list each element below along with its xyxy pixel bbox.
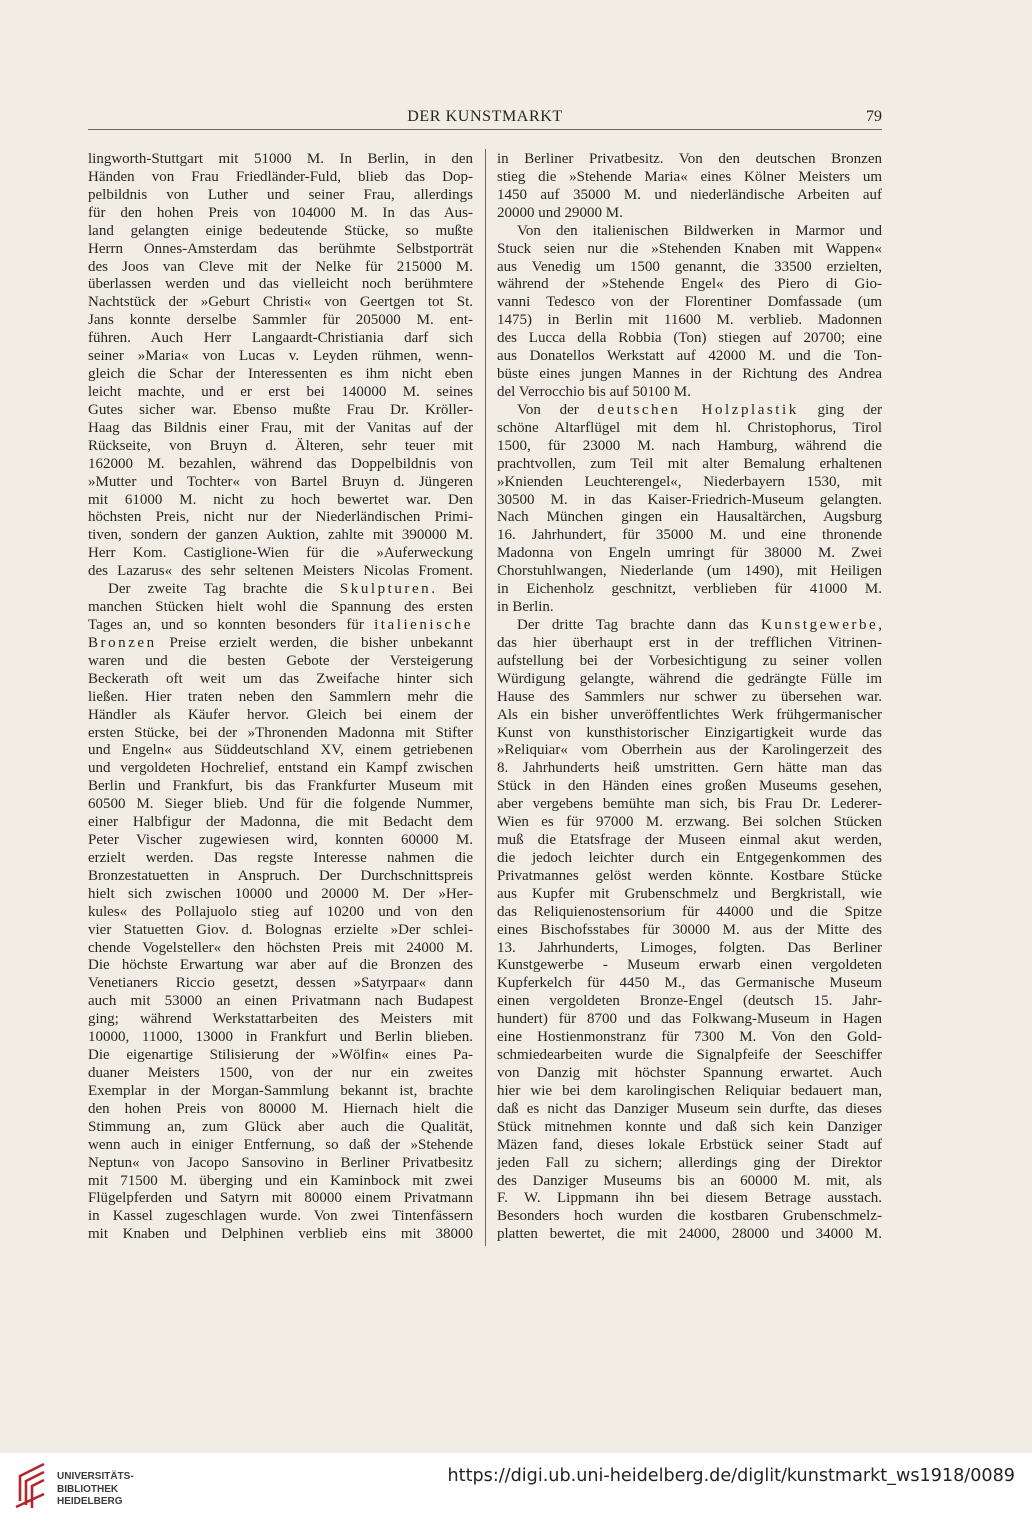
line-text: »Knienden Leuchterengel«, Niederbayern 1530, mit [497,473,882,490]
line-text: manchen Stücken hielt wohl die Spannung des ersten [88,599,473,616]
text-line [497,707,882,725]
line-text: Privatmannes gelöst werden könnte. Kostbare Stücke [497,867,882,884]
line-text: ersten Stücke, bei der »Thronenden Madonna mit Stifter [88,724,473,741]
line-text: schöne Altarflügel mit dem hl. Christophorus, Tirol [497,419,882,436]
line-text: Stück in den Händen eines großen Museums gesehen, [497,778,882,795]
text-segment: Tages an, und so konnten besonders für [88,616,375,633]
text-line [88,1011,473,1029]
line-text: waren und die besten Gebote der Versteigerung [88,652,473,669]
text-line [88,832,473,850]
text-segment: Der dritte Tag brachte dann das [517,616,761,633]
text-line [88,796,473,814]
text-line [88,635,473,653]
left-text-column [88,151,473,1244]
line-text: mit 61000 M. nicht zu hoch bewertet war. Den [88,491,473,508]
paragraph [497,151,882,223]
spaced-emphasis: Bronzen [88,634,157,651]
line-text: 10000, 11000, 13000 in Frankfurt und Berlin blieben. [88,1029,473,1046]
text-line [88,599,473,617]
line-text: 1475) in Berlin mit 11600 M. verblieb. Madonnen [497,312,882,329]
line-text: Haag das Bildnis einer Frau, mit der Vanitas auf der [88,419,473,436]
line-text: Würdigung gelangte, während die gedrängte Fülle im [497,670,882,687]
line-text: die jedoch leichter durch ein Entgegenkommen des [497,849,882,866]
line-text: Venetianers Riccio gesetzt, dessen »Satyrpaar« dann [88,975,473,992]
text-line [497,1065,882,1083]
line-text: 16. Jahrhundert, für 35000 M. und eine thronende [497,527,882,544]
text-line [497,545,882,563]
line-text: prachtvollen, zum Teil mit alter Bemalung erhaltenen [497,455,882,472]
text-line [497,922,882,940]
line-text: überlassen werden und das vielleicht noch berühmtere [88,276,473,293]
line-text: »Mutter und Tochter« von Bartel Bruyn d. Jüngeren [88,473,473,490]
line-text: das Reliquienostensorium für 44000 und die Spitze [497,903,882,920]
text-line [88,187,473,205]
line-text: Beckerath oft weit um das Zweifache hinter sich [88,670,473,687]
line-text: in Kassel zugeschlagen wurde. Von zwei Tintenfässern [88,1208,473,1225]
text-line [88,438,473,456]
line-text: Die eigenartige Stilisierung der »Wölfin« eines Pa- [88,1047,473,1064]
line-text: eine Hostienmonstranz für 7300 M. Von den Gold- [497,1029,882,1046]
text-line [497,276,882,294]
line-text [88,617,473,633]
text-line [88,241,473,259]
text-line [497,1101,882,1119]
text-line [88,760,473,778]
text-line [88,312,473,330]
text-line [88,294,473,312]
line-text: wenn auch in einiger Entfernung, so daß der »Stehende [88,1136,473,1153]
text-line [497,151,882,169]
text-line [88,563,473,581]
line-text [88,635,473,651]
text-line [88,671,473,689]
text-line [88,151,473,169]
text-line [88,259,473,277]
text-line [88,957,473,975]
line-text: für den hohen Preis von 104000 M. In das Aus- [88,204,473,221]
text-line [497,742,882,760]
line-text: del Verrocchio bis auf 50100 M. [497,383,691,400]
text-line [88,1029,473,1047]
line-text: Die höchste Erwartung war aber auf die Bronzen des [88,957,473,974]
text-line [497,223,882,241]
line-text: des Lucca della Robbia (Ton) stiegen auf 20700; eine [497,330,882,347]
text-line [497,241,882,259]
line-text: chende Vogelsteller« den höchsten Preis mit 24000 M. [88,939,473,956]
spaced-emphasis: Kunstgewerbe [761,616,879,633]
text-line [88,1137,473,1155]
line-text: leicht machte, und er erst bei 140000 M. seines [88,383,473,400]
text-line [88,348,473,366]
line-text: erzielt werden. Das regste Interesse nahmen die [88,849,473,866]
line-text: Bronzestatuetten in Anspruch. Der Durchschnittspreis [88,867,473,884]
text-line [88,742,473,760]
line-text: Besonders hoch wurden die kostbaren Grubenschmelz- [497,1208,882,1225]
text-line [88,205,473,223]
line-text: Kunstgewerbe - Museum erwarb einen vergoldeten [497,957,882,974]
text-line [88,975,473,993]
paragraph [88,151,473,581]
line-text: Exemplar in der Morgan-Sammlung bekannt ist, brachte [88,1082,473,1099]
line-text: mit 71500 M. überging und ein Kaminbock mit zwei [88,1172,473,1189]
text-line [88,1208,473,1226]
text-line [88,778,473,796]
line-text: stieg die »Stehende Maria« eines Kölner Meisters um [497,168,882,185]
text-segment: Von der [517,401,598,418]
text-line [497,1190,882,1208]
line-text: in Eichenholz geschnitzt, verblieben für 41000 M. [497,581,882,598]
text-line [497,402,882,420]
line-text: Stimmung an, zum Glück aber auch die Qualität, [88,1118,473,1135]
text-line [497,1137,882,1155]
line-text: führen. Auch Herr Langaardt-Christiania darf sich [88,330,473,347]
line-text: höchsten Preis, nicht nur der Niederländischen Primi- [88,509,473,526]
line-text [108,581,473,597]
logo-line: HEIDELBERG [57,1496,123,1507]
line-text: Stück mitnehmen konnte und daß sich kein Danziger [497,1118,882,1135]
text-line [497,294,882,312]
text-line [88,868,473,886]
text-line [497,832,882,850]
text-line [497,993,882,1011]
line-text: Rückseite, von Bruyn d. Älteren, sehr teuer mit [88,437,473,454]
line-text: pelbildnis von Luther und seiner Frau, allerdings [88,186,473,203]
line-text: lingworth-Stuttgart mit 51000 M. In Berlin, in den [88,151,473,167]
line-text [517,402,882,418]
text-line [497,312,882,330]
text-line [88,617,473,635]
text-line [88,1119,473,1137]
line-text: in Berliner Privatbesitz. Von den deutschen Bronzen [497,151,882,167]
line-text: Kupferkelch für 4450 M., das Germanische Museum [497,975,882,992]
line-text: Händler als Käufer hervor. Gleich bei einem der [88,706,473,723]
line-text: F. W. Lippmann ihn bei diesem Betrage ausstach. [497,1190,882,1207]
text-line [497,599,882,617]
text-line [497,581,882,599]
text-line [497,1083,882,1101]
line-text: Peter Vischer zugewiesen wird, konnten 60000 M. [88,832,473,849]
text-line [497,384,882,402]
line-text: mit Knaben und Delphinen verblieb eins mit 38000 [88,1226,473,1243]
line-text: »Reliquiar« vom Oberrhein aus der Karolingerzeit des [497,742,882,759]
source-url: https://digi.ub.uni-heidelberg.de/diglit/kunstmarkt_ws1918/0089 [447,1466,1015,1486]
text-line [88,474,473,492]
line-text: 30500 M. in das Kaiser-Friedrich-Museum gelangten. [497,491,882,508]
text-line [497,796,882,814]
line-text: platten bewertet, die mit 24000, 28000 und 34000 M. [497,1226,882,1243]
line-text: gleich die Schar der Interessenten es ihm nicht eben [88,366,473,383]
line-text: Herr Kom. Castiglione-Wien für die »Auferweckung [88,545,473,562]
text-line [88,527,473,545]
line-text: aufstellung bei der Vorbesichtigung zu seiner vollen [497,652,882,669]
text-line [88,922,473,940]
text-line [88,545,473,563]
text-line [497,348,882,366]
text-line [497,169,882,187]
line-text: Als ein bisher unveröffentlichtes Werk frühgermanischer [497,706,882,723]
header-rule [88,129,882,130]
text-line [497,1173,882,1191]
text-line [497,1155,882,1173]
text-line [497,492,882,510]
text-line [497,1011,882,1029]
text-line [497,760,882,778]
text-line [497,725,882,743]
line-text: und vergoldeten Hochrelief, entstand ein Kampf zwischen [88,760,473,777]
text-line [497,1119,882,1137]
text-line [88,223,473,241]
text-line [497,975,882,993]
text-line [497,904,882,922]
text-line [497,778,882,796]
text-line [88,509,473,527]
text-segment: , [878,616,882,633]
line-text: des Joos van Cleve mit der Nelke für 215000 M. [88,258,473,275]
line-text: einen vergoldeten Bronze-Engel (deutsch 15. Jahr- [497,993,882,1010]
line-text: ging; während Werkstattarbeiten des Meisters mit [88,1011,473,1028]
text-line [88,492,473,510]
text-line [88,1083,473,1101]
text-line [88,366,473,384]
text-line [88,1101,473,1119]
text-line [497,689,882,707]
line-text: des Lazarus« des sehr seltenen Meisters Nicolas Froment. [88,563,473,580]
right-text-column [497,151,882,1244]
text-line [88,707,473,725]
text-line [88,1173,473,1191]
text-line [497,509,882,527]
line-text: hundert) für 8700 und das Folkwang-Museum in Hagen [497,1011,882,1028]
line-text: vanni Tedesco von der Florentiner Domfassade (um [497,294,882,311]
line-text: einer Halbfigur der Madonna, die mit Bedacht dem [88,814,473,831]
line-text: schmiedearbeiten wurde die Signalpfeife der Seeschiffer [497,1047,882,1064]
line-text: 60500 M. Sieger blieb. Und für die folgende Nummer, [88,796,473,813]
text-line [497,957,882,975]
line-text: Jans konnte derselbe Sammler für 205000 M. ent- [88,312,473,329]
line-text: hielt sich zwischen 10000 und 20000 M. Der »Her- [88,885,473,902]
line-text: das hier überhaupt erst in der trefflichen Vitrinen- [497,634,882,651]
line-text: 8. Jahrhunderts heiß umstritten. Gern hätte man das [497,760,882,777]
line-text: seiner »Maria« von Lucas v. Leyden rühmen, wenn- [88,348,473,365]
line-text: Chorstuhlwangen, Niederlande (um 1490), mit Heiligen [497,563,882,580]
text-line [88,384,473,402]
spaced-emphasis: deutschen Holzplastik [597,401,799,418]
line-text: Händen von Frau Friedländer-Fuld, blieb das Dop- [88,168,473,185]
line-text: Von den italienischen Bildwerken in Marmor und [517,222,882,239]
text-line [497,420,882,438]
text-line [88,725,473,743]
text-line [497,474,882,492]
line-text: aus Kupfer mit Grubenschmelz und Bergkristall, wie [497,885,882,902]
library-logo-text [57,1471,134,1509]
line-text: 20000 und 29000 M. [497,204,623,221]
line-text: vier Statuetten Giov. d. Bolognas erzielte »Der schlei- [88,921,473,938]
spaced-emphasis: Skulpturen [339,581,432,598]
logo-line: UNIVERSITÄTS- [57,1471,134,1482]
line-text: Mäzen fand, dieses lokale Erbstück seiner Stadt auf [497,1136,882,1153]
line-text: aus Venedig um 1500 genannt, die 33500 erzielten, [497,258,882,275]
text-line [88,581,473,599]
line-text: 13. Jahrhunderts, Limoges, folgten. Das Berliner [497,939,882,956]
text-line [497,456,882,474]
text-line [497,814,882,832]
text-line [88,904,473,922]
text-line [497,850,882,868]
line-text: und Engeln« aus Süddeutschland XV, einem getriebenen [88,742,473,759]
text-segment: . Bei [431,581,473,598]
paragraph [497,617,882,1244]
text-line [497,1029,882,1047]
text-line [88,814,473,832]
line-text: von Danzig mit höchster Spannung erwartet. Auch [497,1065,882,1082]
line-text: duaner Meisters 1500, von der nur ein zweites [88,1065,473,1082]
text-line [88,1226,473,1244]
line-text: Stuck seien nur die »Stehenden Knaben mit Wappen« [497,240,882,257]
line-text: jeden Fall zu sichern; allerdings ging der Direktor [497,1154,882,1171]
line-text: 1450 auf 35000 M. und niederländische Arbeiten auf [497,186,882,203]
text-line [497,527,882,545]
text-line [88,402,473,420]
line-text: Nach München gingen ein Hausaltärchen, Augsburg [497,509,882,526]
text-line [497,671,882,689]
text-line [497,868,882,886]
line-text: des Danziger Museums bis an 60000 M. mit, als [497,1172,882,1189]
line-text: daß es nicht das Danziger Museum sein durfte, das dieses [497,1100,882,1117]
line-text: den hohen Preis von 80000 M. Hiernach hielt die [88,1100,473,1117]
text-line [497,366,882,384]
text-segment: Preise erzielt werden, die bisher unbekannt [156,634,473,651]
spaced-emphasis: italienische [374,616,473,633]
text-line [497,438,882,456]
text-line [88,940,473,958]
line-text: 1500, für 23000 M. nach Hamburg, während die [497,437,882,454]
line-text [517,617,882,633]
line-text: ließen. Hier traten neben den Sammlern mehr die [88,688,473,705]
line-text: Gutes sicher war. Ebenso mußte Frau Dr. Kröller- [88,401,473,418]
text-line [88,850,473,868]
text-line [88,276,473,294]
text-line [497,1226,882,1244]
text-line [88,1065,473,1083]
paragraph [497,402,882,617]
text-line [497,886,882,904]
line-text: Herrn Onnes-Amsterdam das berühmte Selbstporträt [88,240,473,257]
logo-line: BIBLIOTHEK [57,1483,119,1495]
text-line [88,169,473,187]
text-line [497,1208,882,1226]
text-line [88,886,473,904]
line-text: Nachtstück der »Geburt Christi« von Geertgen tot St. [88,294,473,311]
text-line [88,330,473,348]
line-text: hier wie bei dem karolingischen Reliquiar bedauert man, [497,1082,882,1099]
line-text: Berlin und Frankfurt, bis das Frankfurter Museum mit [88,778,473,795]
text-line [88,1155,473,1173]
line-text: in Berlin. [497,599,554,616]
text-line [88,689,473,707]
text-line [88,456,473,474]
text-line [497,940,882,958]
line-text: muß die Etatsfrage der Museen einmal akut werden, [497,832,882,849]
text-line [497,617,882,635]
text-segment: Der zweite Tag brachte die [108,581,340,598]
line-text: Hause des Sammlers nur schwer zu übersehen war. [497,688,882,705]
line-text: tiven, sondern der ganzen Auktion, zahlte mit 390000 M. [88,527,473,544]
text-line [88,1190,473,1208]
text-line [497,653,882,671]
line-text: 162000 M. bezahlen, während das Doppelbildnis von [88,455,473,472]
library-logo-icon [11,1461,51,1511]
text-line [88,653,473,671]
line-text: aus Donatellos Werkstatt auf 42000 M. und die Ton- [497,348,882,365]
text-line [88,993,473,1011]
text-segment: ging der [798,401,882,418]
running-title: DER KUNSTMARKT [407,108,563,125]
column-divider [485,149,486,1246]
line-text: kules« des Pollajuolo stieg auf 10200 und von den [88,903,473,920]
text-line [497,259,882,277]
paragraph [497,223,882,402]
page-number: 79 [866,108,882,125]
text-line [497,205,882,223]
line-text: land gelangten einige bedeutende Stücke, so mußte [88,222,473,239]
line-text: eines Bischofsstabes für 30000 M. aus der Mitte des [497,921,882,938]
text-line [497,635,882,653]
text-line [88,420,473,438]
text-line [497,563,882,581]
line-text: Flügelpferden und Satyrn mit 80000 einem Privatmann [88,1190,473,1207]
line-text: auch mit 53000 an einen Privatmann nach Budapest [88,993,473,1010]
line-text: aber vergebens bemühte man sich, bis Frau Dr. Lederer- [497,796,882,813]
line-text: Kunst von kunsthistorischer Einzigartigkeit wurde das [497,724,882,741]
line-text: während der »Stehende Engel« des Piero di Gio- [497,276,882,293]
text-line [497,1047,882,1065]
text-line [88,1047,473,1065]
line-text: büste eines jungen Mannes in der Richtung des Andrea [497,366,882,383]
line-text: Madonna von Engeln umringt für 38000 M. Zwei [497,545,882,562]
paragraph [88,581,473,1244]
text-line [497,330,882,348]
text-line [497,187,882,205]
line-text: Wien es für 97000 M. erzwang. Bei solchen Stücken [497,814,882,831]
line-text: Neptun« von Jacopo Sansovino in Berliner Privatbesitz [88,1154,473,1171]
